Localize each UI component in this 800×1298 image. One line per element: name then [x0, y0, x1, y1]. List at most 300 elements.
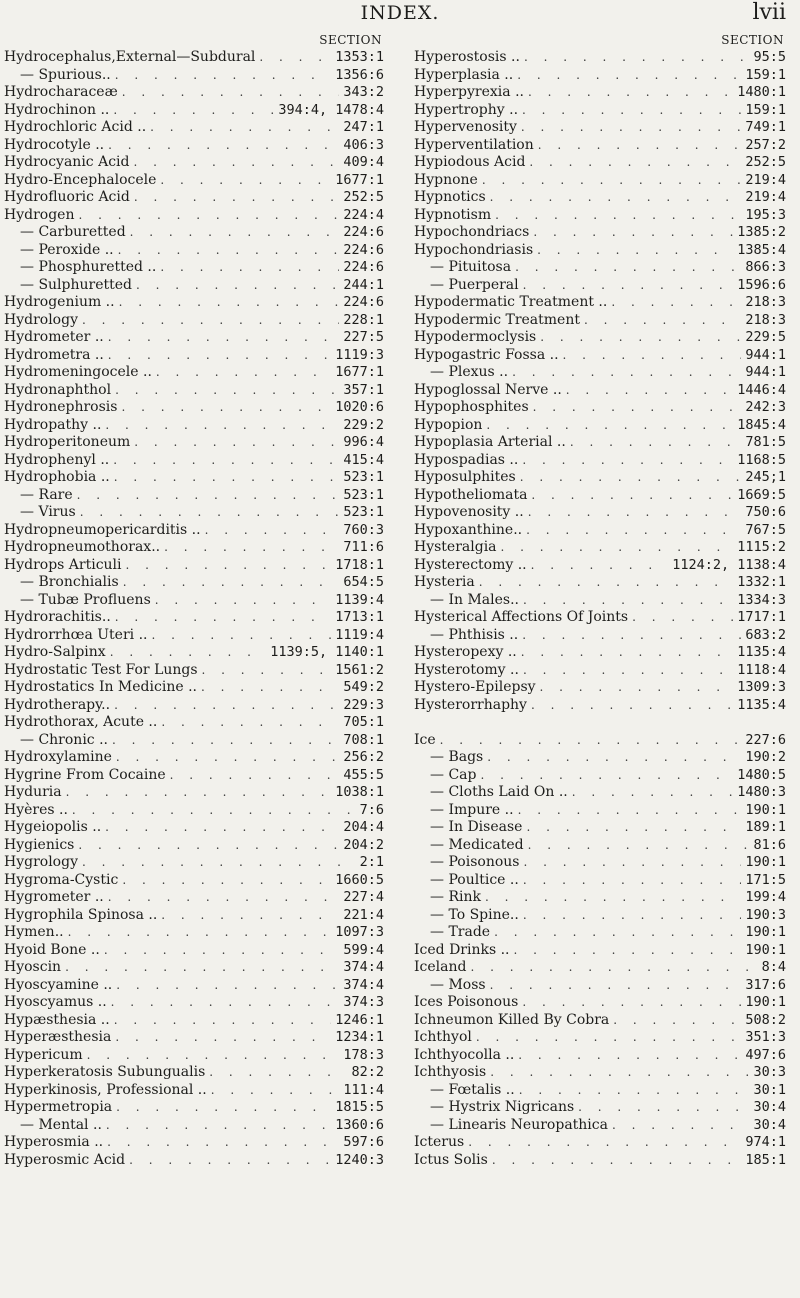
- index-entry: [414, 49, 786, 67]
- index-entry: [4, 224, 384, 242]
- index-entry: [414, 557, 786, 575]
- dot-leader: [526, 819, 741, 837]
- entry-term: Hypnotism: [414, 206, 492, 223]
- index-entry: [4, 1099, 384, 1117]
- entry-term: Hysteropexy ..: [414, 644, 517, 660]
- entry-section-ref: 7:6: [359, 801, 384, 818]
- entry-section-ref: 1038:1: [335, 784, 384, 800]
- index-entry: [4, 574, 384, 592]
- entry-term: Hyperostosis ..: [414, 49, 520, 65]
- entry-section-ref: 317:6: [745, 976, 786, 993]
- dot-leader: [529, 154, 741, 172]
- dot-leader: [538, 137, 742, 155]
- dot-leader: [485, 889, 741, 907]
- entry-term: Hygienics: [4, 836, 75, 853]
- index-entry: [414, 539, 786, 557]
- entry-section-ref: 218:3: [745, 311, 786, 328]
- index-entry: [4, 329, 384, 347]
- index-entry: [414, 819, 786, 837]
- index-entry: [414, 364, 786, 382]
- dot-leader: [514, 942, 742, 960]
- index-entry: [414, 749, 786, 767]
- dot-leader: [116, 977, 339, 995]
- dot-leader: [107, 1134, 339, 1152]
- entry-term: — Carburetted: [20, 224, 126, 240]
- entry-term: Hydrorachitis..: [4, 609, 111, 625]
- entry-term: Hygrometer ..: [4, 889, 104, 905]
- entry-term: Hydropathy ..: [4, 416, 102, 433]
- entry-section-ref: 257:2: [745, 136, 786, 153]
- entry-section-ref: 1480:1: [737, 84, 786, 100]
- entry-term: — In Males..: [430, 591, 519, 608]
- index-entry: [4, 154, 384, 172]
- dot-leader: [584, 312, 741, 330]
- entry-term: Hygrine From Cocaine: [4, 766, 166, 783]
- dot-leader: [150, 119, 339, 137]
- index-entry: [414, 137, 786, 155]
- dot-leader: [116, 749, 339, 767]
- dot-leader: [563, 347, 742, 365]
- entry-section-ref: 178:3: [343, 1046, 384, 1063]
- dot-leader: [122, 872, 331, 890]
- index-entry: [4, 942, 384, 960]
- dot-leader: [78, 207, 339, 225]
- entry-term: — Virus: [20, 504, 76, 520]
- entry-section-ref: 455:5: [343, 766, 384, 783]
- entry-term: Hydrothorax, Acute ..: [4, 714, 158, 730]
- index-entry: [414, 959, 786, 977]
- index-entry: [4, 732, 384, 750]
- index-entry: [4, 347, 384, 365]
- entry-section-ref: 654:5: [343, 574, 384, 590]
- index-entry: [414, 434, 786, 452]
- entry-section-ref: 190:1: [745, 801, 786, 818]
- dot-leader: [108, 329, 340, 347]
- dot-leader: [523, 907, 742, 925]
- entry-section-ref: 30:3: [753, 1064, 786, 1080]
- entry-section-ref: 252:5: [343, 189, 384, 205]
- index-entry: [414, 837, 786, 855]
- entry-section-ref: 171:5: [745, 871, 786, 888]
- entry-term: Hydrocephalus,External—Subdural: [4, 49, 256, 65]
- entry-section-ref: 1660:5: [335, 871, 384, 888]
- entry-term: Hypotheliomata: [414, 486, 528, 503]
- entry-term: Hypæsthesia ..: [4, 1011, 110, 1028]
- entry-section-ref: 256:2: [343, 749, 384, 765]
- entry-term: Ichthyol: [414, 1029, 472, 1045]
- index-entry: [414, 312, 786, 330]
- entry-section-ref: 708:1: [343, 731, 384, 748]
- index-entry: [4, 119, 384, 137]
- page-title: INDEX.: [360, 2, 440, 24]
- dot-leader: [523, 872, 742, 890]
- index-list-left: [4, 49, 384, 1169]
- entry-term: Hyoscyamine ..: [4, 976, 113, 993]
- index-entry: [414, 679, 786, 697]
- entry-section-ref: 190:1: [745, 941, 786, 958]
- entry-term: Hyoid Bone ..: [4, 941, 100, 958]
- index-entry: [414, 1064, 786, 1082]
- entry-section-ref: 1139:5, 1140:1: [270, 644, 384, 660]
- index-entry: [4, 399, 384, 417]
- entry-section-ref: 1360:6: [335, 1116, 384, 1133]
- entry-term: Hydropneumopericarditis ..: [4, 521, 201, 538]
- entry-term: Hypertrophy ..: [414, 101, 519, 118]
- entry-section-ref: 190:1: [745, 924, 786, 940]
- index-entry: [414, 1047, 786, 1065]
- entry-term: Hydrochloric Acid ..: [4, 119, 147, 135]
- entry-term: Hydrocotyle ..: [4, 136, 105, 153]
- dot-leader: [523, 592, 733, 610]
- entry-term: Hygeiopolis ..: [4, 819, 102, 835]
- entry-section-ref: 1332:1: [737, 574, 786, 590]
- index-entry: [4, 994, 384, 1012]
- entry-section-ref: 343:2: [343, 84, 384, 100]
- dot-leader: [528, 837, 750, 855]
- index-entry: [414, 417, 786, 435]
- dot-leader: [115, 609, 331, 627]
- entry-term: Hypoplasia Arterial ..: [414, 434, 566, 450]
- index-entry: [4, 854, 384, 872]
- entry-term: Hyoscyamus ..: [4, 994, 107, 1010]
- entry-section-ref: 190:1: [745, 854, 786, 870]
- entry-section-ref: 415:4: [343, 451, 384, 468]
- dot-leader: [540, 679, 734, 697]
- entry-section-ref: 944:1: [745, 364, 786, 380]
- entry-term: Hyperpyrexia ..: [414, 84, 524, 100]
- entry-term: — Fœtalis ..: [430, 1081, 515, 1098]
- entry-section-ref: 30:1: [753, 1081, 786, 1098]
- dot-leader: [134, 189, 340, 207]
- dot-leader: [440, 732, 742, 750]
- index-entry: [4, 1012, 384, 1030]
- entry-section-ref: 218:3: [745, 294, 786, 310]
- dot-leader: [209, 1064, 347, 1082]
- entry-section-ref: 219:4: [745, 189, 786, 205]
- dot-leader: [122, 84, 340, 102]
- entry-section-ref: 944:1: [745, 346, 786, 363]
- entry-term: — Sulphuretted: [20, 276, 133, 293]
- index-entry: [414, 924, 786, 942]
- index-entry: [4, 49, 384, 67]
- entry-term: Hyères ..: [4, 801, 68, 818]
- entry-section-ref: 227:6: [745, 731, 786, 748]
- entry-term: — Poisonous: [430, 854, 520, 870]
- entry-section-ref: 190:3: [745, 906, 786, 923]
- entry-section-ref: 219:4: [745, 171, 786, 188]
- entry-term: Hypopion: [414, 416, 483, 433]
- entry-section-ref: 159:1: [745, 101, 786, 118]
- entry-section-ref: 229:3: [343, 696, 384, 713]
- index-entry: [414, 67, 786, 85]
- dot-leader: [114, 697, 339, 715]
- entry-section-ref: 523:1: [343, 486, 384, 503]
- entry-term: Hypospadias ..: [414, 451, 519, 468]
- dot-leader: [82, 312, 339, 330]
- index-entry: [4, 802, 384, 820]
- entry-term: — Bags: [430, 749, 484, 765]
- index-entry: [4, 417, 384, 435]
- entry-section-ref: 1124:2, 1138:4: [672, 556, 786, 573]
- entry-section-ref: 374:3: [343, 994, 384, 1010]
- index-entry: [4, 697, 384, 715]
- entry-term: Hydrotherapy..: [4, 696, 111, 713]
- dot-leader: [113, 102, 274, 120]
- page-header: [0, 0, 800, 30]
- index-entry: [4, 1082, 384, 1100]
- dot-leader: [522, 102, 741, 120]
- index-entry: [4, 382, 384, 400]
- entry-section-ref: 252:5: [745, 154, 786, 170]
- dot-leader: [501, 539, 734, 557]
- entry-section-ref: 705:1: [343, 714, 384, 730]
- index-entry: [4, 767, 384, 785]
- dot-leader: [531, 487, 733, 505]
- index-entry: [4, 679, 384, 697]
- index-entry: [4, 277, 384, 295]
- entry-term: Ichthyocolla ..: [414, 1046, 515, 1063]
- entry-term: Hypiodous Acid: [414, 154, 526, 170]
- dot-leader: [201, 679, 339, 697]
- index-entry: [4, 434, 384, 452]
- dot-leader: [482, 172, 742, 190]
- entry-section-ref: 199:4: [745, 889, 786, 905]
- index-entry: [414, 259, 786, 277]
- entry-term: — Linearis Neuropathica: [430, 1116, 608, 1133]
- index-entry: [4, 242, 384, 260]
- entry-term: Hydrostatic Test For Lungs: [4, 661, 198, 678]
- entry-section-ref: 224:6: [343, 294, 384, 310]
- entry-term: — Rare: [20, 486, 73, 503]
- entry-term: Hydrorrhœa Uteri ..: [4, 626, 148, 643]
- index-entry: [414, 1152, 786, 1170]
- entry-section-ref: 406:3: [343, 136, 384, 153]
- index-entry: [4, 259, 384, 277]
- entry-term: — Phosphuretted ..: [20, 259, 157, 275]
- entry-term: Hydrocharaceæ: [4, 84, 118, 100]
- entry-section-ref: 1815:5: [335, 1099, 384, 1115]
- dot-leader: [82, 854, 356, 872]
- entry-term: Hyperosmic Acid: [4, 1151, 126, 1168]
- index-entry: [4, 1117, 384, 1135]
- index-entry: [4, 294, 384, 312]
- index-entry: [4, 749, 384, 767]
- entry-section-ref: 224:4: [343, 206, 384, 223]
- entry-term: Hydronephrosis: [4, 399, 118, 415]
- entry-term: Hyperplasia ..: [414, 66, 514, 83]
- dot-leader: [78, 837, 339, 855]
- entry-term: Hydro-Encephalocele: [4, 171, 157, 188]
- index-entry: [4, 452, 384, 470]
- entry-section-ref: 1234:1: [335, 1029, 384, 1045]
- entry-section-ref: 866:3: [745, 259, 786, 275]
- entry-term: Hysteralgia: [414, 539, 497, 555]
- entry-section-ref: 1385:4: [737, 241, 786, 258]
- dot-leader: [486, 417, 733, 435]
- dot-leader: [476, 1029, 742, 1047]
- dot-leader: [613, 1012, 741, 1030]
- entry-section-ref: 242:3: [745, 399, 786, 415]
- entry-term: Hypochondriasis: [414, 241, 534, 258]
- entry-term: Hydrops Articuli: [4, 556, 122, 573]
- entry-term: Hydrophenyl ..: [4, 451, 110, 468]
- index-entry: [4, 644, 384, 662]
- index-entry: [414, 784, 786, 802]
- dot-leader: [540, 329, 741, 347]
- entry-section-ref: 523:1: [343, 469, 384, 485]
- index-entry: [4, 469, 384, 487]
- index-entry: [4, 959, 384, 977]
- dot-leader: [114, 1012, 332, 1030]
- dot-leader: [156, 364, 331, 382]
- dot-leader: [113, 452, 339, 470]
- dot-leader: [119, 294, 340, 312]
- index-entry: [414, 487, 786, 505]
- entry-term: — Plexus ..: [430, 364, 509, 380]
- index-entry: [4, 907, 384, 925]
- entry-term: — Tubæ Profluens: [20, 591, 151, 608]
- dot-leader: [130, 224, 340, 242]
- dot-leader: [517, 67, 741, 85]
- entry-section-ref: 374:4: [343, 976, 384, 993]
- index-entry: [414, 1134, 786, 1152]
- entry-term: Iceland: [414, 959, 467, 975]
- dot-leader: [520, 469, 742, 487]
- entry-section-ref: 508:2: [745, 1011, 786, 1028]
- dot-leader: [524, 49, 750, 67]
- dot-leader: [495, 207, 741, 225]
- entry-section-ref: 185:1: [745, 1151, 786, 1168]
- entry-term: Hypnone: [414, 171, 478, 188]
- entry-section-ref: 1385:2: [737, 224, 786, 240]
- index-entry: [414, 977, 786, 995]
- dot-leader: [66, 784, 332, 802]
- entry-term: Hysteria: [414, 574, 475, 590]
- entry-section-ref: 224:6: [343, 241, 384, 258]
- entry-term: Hypericum: [4, 1046, 83, 1063]
- entry-term: Hydroperitoneum: [4, 434, 131, 450]
- entry-section-ref: 1845:4: [737, 416, 786, 433]
- entry-term: Ichneumon Killed By Cobra: [414, 1011, 610, 1028]
- index-entry: [414, 522, 786, 540]
- index-entry: [4, 819, 384, 837]
- entry-term: Hyposulphites: [414, 469, 516, 485]
- index-entry: [414, 942, 786, 960]
- entry-term: — Poultice ..: [430, 871, 519, 888]
- dot-leader: [129, 1152, 331, 1170]
- entry-section-ref: 1446:4: [737, 381, 786, 398]
- entry-term: — Peroxide ..: [20, 241, 114, 258]
- entry-term: — Cap: [430, 766, 477, 783]
- dot-leader: [205, 522, 340, 540]
- dot-leader: [115, 1029, 331, 1047]
- index-entry: [414, 242, 786, 260]
- entry-term: Hysterotomy ..: [414, 661, 519, 678]
- entry-term: Hypodermoclysis: [414, 329, 537, 345]
- index-entry: [4, 889, 384, 907]
- entry-section-ref: 204:4: [343, 819, 384, 835]
- dot-leader: [115, 382, 339, 400]
- dot-leader: [108, 137, 339, 155]
- index-entry: [414, 189, 786, 207]
- entry-section-ref: 1135:4: [737, 644, 786, 660]
- dot-leader: [518, 1047, 741, 1065]
- entry-term: Ictus Solis: [414, 1151, 488, 1168]
- index-entry: [414, 207, 786, 225]
- entry-section-ref: 247:1: [343, 119, 384, 135]
- index-entry: [414, 644, 786, 662]
- index-entry: [4, 977, 384, 995]
- index-entry: [414, 854, 786, 872]
- dot-leader: [632, 609, 733, 627]
- entry-term: Hydronaphthol: [4, 381, 112, 398]
- index-entry: [414, 994, 786, 1012]
- index-entry: [414, 452, 786, 470]
- dot-leader: [518, 802, 742, 820]
- entry-section-ref: 30:4: [753, 1099, 786, 1115]
- dot-leader: [105, 819, 339, 837]
- entry-term: Hyperæsthesia: [4, 1029, 112, 1045]
- entry-section-ref: 1718:1: [335, 556, 384, 573]
- index-entry: [4, 1134, 384, 1152]
- entry-section-ref: 1119:3: [335, 346, 384, 363]
- index-entry: [4, 102, 384, 120]
- index-column-left: [4, 32, 384, 1169]
- entry-term: Hypoglossal Nerve ..: [414, 381, 562, 398]
- entry-section-ref: 1115:2: [737, 539, 786, 555]
- dot-leader: [523, 854, 741, 872]
- dot-leader: [164, 539, 339, 557]
- dot-leader: [531, 697, 733, 715]
- index-entry: [4, 522, 384, 540]
- entry-section-ref: 224:6: [343, 259, 384, 275]
- dot-leader: [155, 592, 331, 610]
- index-entry: [4, 84, 384, 102]
- index-entry: [414, 224, 786, 242]
- entry-section-ref: 599:4: [343, 941, 384, 958]
- entry-section-ref: 190:1: [745, 994, 786, 1010]
- dot-leader: [492, 1152, 742, 1170]
- dot-leader: [487, 749, 741, 767]
- dot-leader: [522, 452, 733, 470]
- entry-section-ref: 1118:4: [737, 661, 786, 678]
- entry-term: Hyduria: [4, 784, 62, 800]
- dot-leader: [170, 767, 340, 785]
- entry-section-ref: 1309:3: [737, 679, 786, 695]
- dot-leader: [522, 994, 741, 1012]
- entry-term: — Cloths Laid On ..: [430, 784, 568, 800]
- entry-term: Hydrostatics In Medicine ..: [4, 679, 197, 695]
- index-entry: [414, 889, 786, 907]
- entry-section-ref: 1097:3: [335, 924, 384, 940]
- index-entry: [4, 784, 384, 802]
- entry-term: Hypoxanthine..: [414, 521, 523, 538]
- index-entry: [414, 277, 786, 295]
- entry-section-ref: 111:4: [343, 1081, 384, 1098]
- entry-section-ref: 1717:1: [737, 609, 786, 625]
- entry-section-ref: 1480:5: [737, 766, 786, 783]
- entry-section-ref: 1669:5: [737, 486, 786, 503]
- entry-section-ref: 204:2: [343, 836, 384, 853]
- entry-term: — In Disease: [430, 819, 523, 835]
- index-entry: [4, 207, 384, 225]
- entry-term: Hypnotics: [414, 189, 486, 205]
- entry-section-ref: 1119:4: [335, 626, 384, 643]
- index-entry: [4, 364, 384, 382]
- entry-section-ref: 245;1: [745, 469, 786, 485]
- entry-section-ref: 597:6: [343, 1134, 384, 1150]
- entry-term: Hydropneumothorax..: [4, 539, 161, 555]
